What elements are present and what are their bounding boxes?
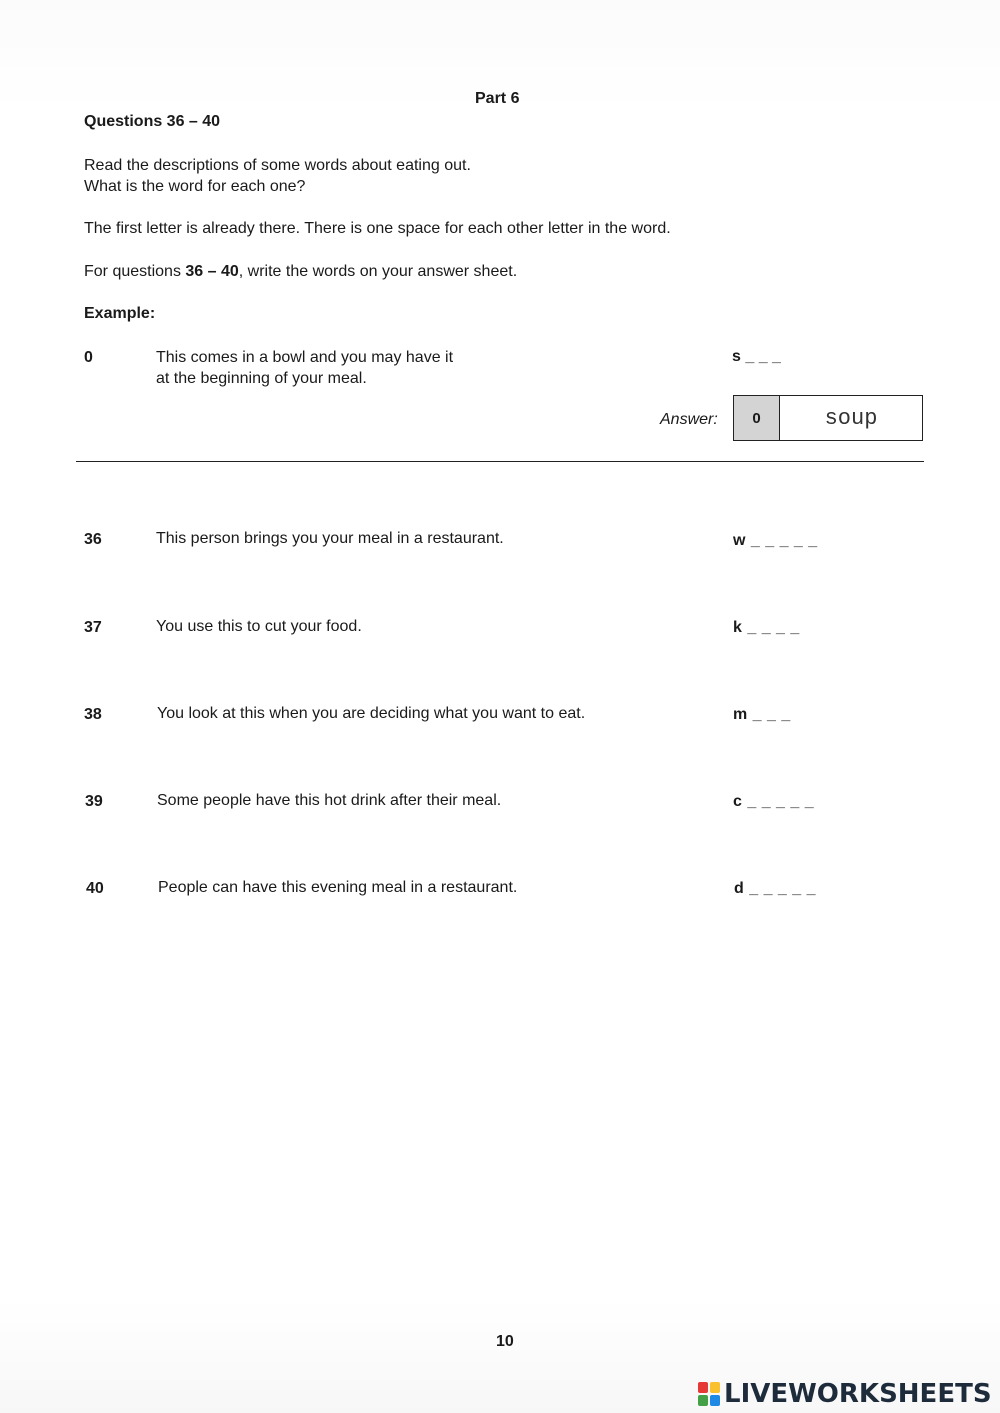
- example-label: Example:: [84, 305, 156, 322]
- question-hint: c _ _ _ _ _: [733, 793, 815, 810]
- question-number: 40: [86, 880, 104, 897]
- question-text: You look at this when you are deciding what you want to eat.: [157, 705, 586, 722]
- answer-label: Answer:: [660, 411, 718, 428]
- instruction-line-4-prefix: For questions: [84, 263, 186, 280]
- question-hint: m _ _ _: [733, 706, 791, 723]
- part-title: Part 6: [475, 90, 520, 107]
- section-divider: [76, 461, 924, 462]
- example-text-line-2: at the beginning of your meal.: [156, 370, 367, 387]
- liveworksheets-logo-icon: [698, 1382, 720, 1406]
- question-text: This person brings you your meal in a restaurant.: [156, 530, 504, 547]
- example-text-line-1: This comes in a bowl and you may have it: [156, 349, 454, 366]
- question-text: Some people have this hot drink after their meal.: [157, 792, 502, 809]
- questions-range: Questions 36 – 40: [84, 113, 221, 130]
- question-number: 36: [84, 531, 102, 548]
- question-number: 39: [85, 793, 103, 810]
- liveworksheets-watermark: [698, 1377, 992, 1411]
- question-text: People can have this evening meal in a restaurant.: [158, 879, 518, 896]
- example-number: 0: [84, 349, 93, 366]
- example-answer-word: soup: [824, 405, 878, 431]
- instruction-line-4-range: 36 – 40: [185, 263, 239, 280]
- instruction-line-3: The first letter is already there. There is one space for each other letter in the word.: [84, 220, 671, 237]
- question-hint: w _ _ _ _ _: [733, 532, 818, 549]
- logo-square-red: [698, 1382, 708, 1393]
- instructions-intro: [84, 155, 471, 197]
- logo-square-blue: [710, 1395, 720, 1406]
- example-answer-box: [733, 395, 923, 441]
- example-hint: s _ _ _: [732, 348, 781, 365]
- question-number: 38: [84, 706, 102, 723]
- page-number: 10: [496, 1333, 514, 1350]
- question-text: You use this to cut your food.: [156, 618, 362, 635]
- question-hint: k _ _ _ _: [733, 619, 800, 636]
- logo-square-green: [698, 1395, 708, 1406]
- instruction-line-4-suffix: , write the words on your answer sheet.: [238, 263, 518, 280]
- watermark-text: LIVEWORKSHEETS: [724, 1379, 992, 1409]
- instruction-line-2: What is the word for each one?: [84, 178, 306, 195]
- question-hint: d _ _ _ _ _: [734, 880, 816, 897]
- example-answer-number: 0: [734, 396, 780, 440]
- instruction-line-4: [84, 261, 517, 282]
- logo-square-yellow: [710, 1382, 720, 1393]
- example-description: [156, 347, 536, 389]
- instruction-line-1: Read the descriptions of some words about eating out.: [84, 157, 471, 174]
- question-number: 37: [84, 619, 102, 636]
